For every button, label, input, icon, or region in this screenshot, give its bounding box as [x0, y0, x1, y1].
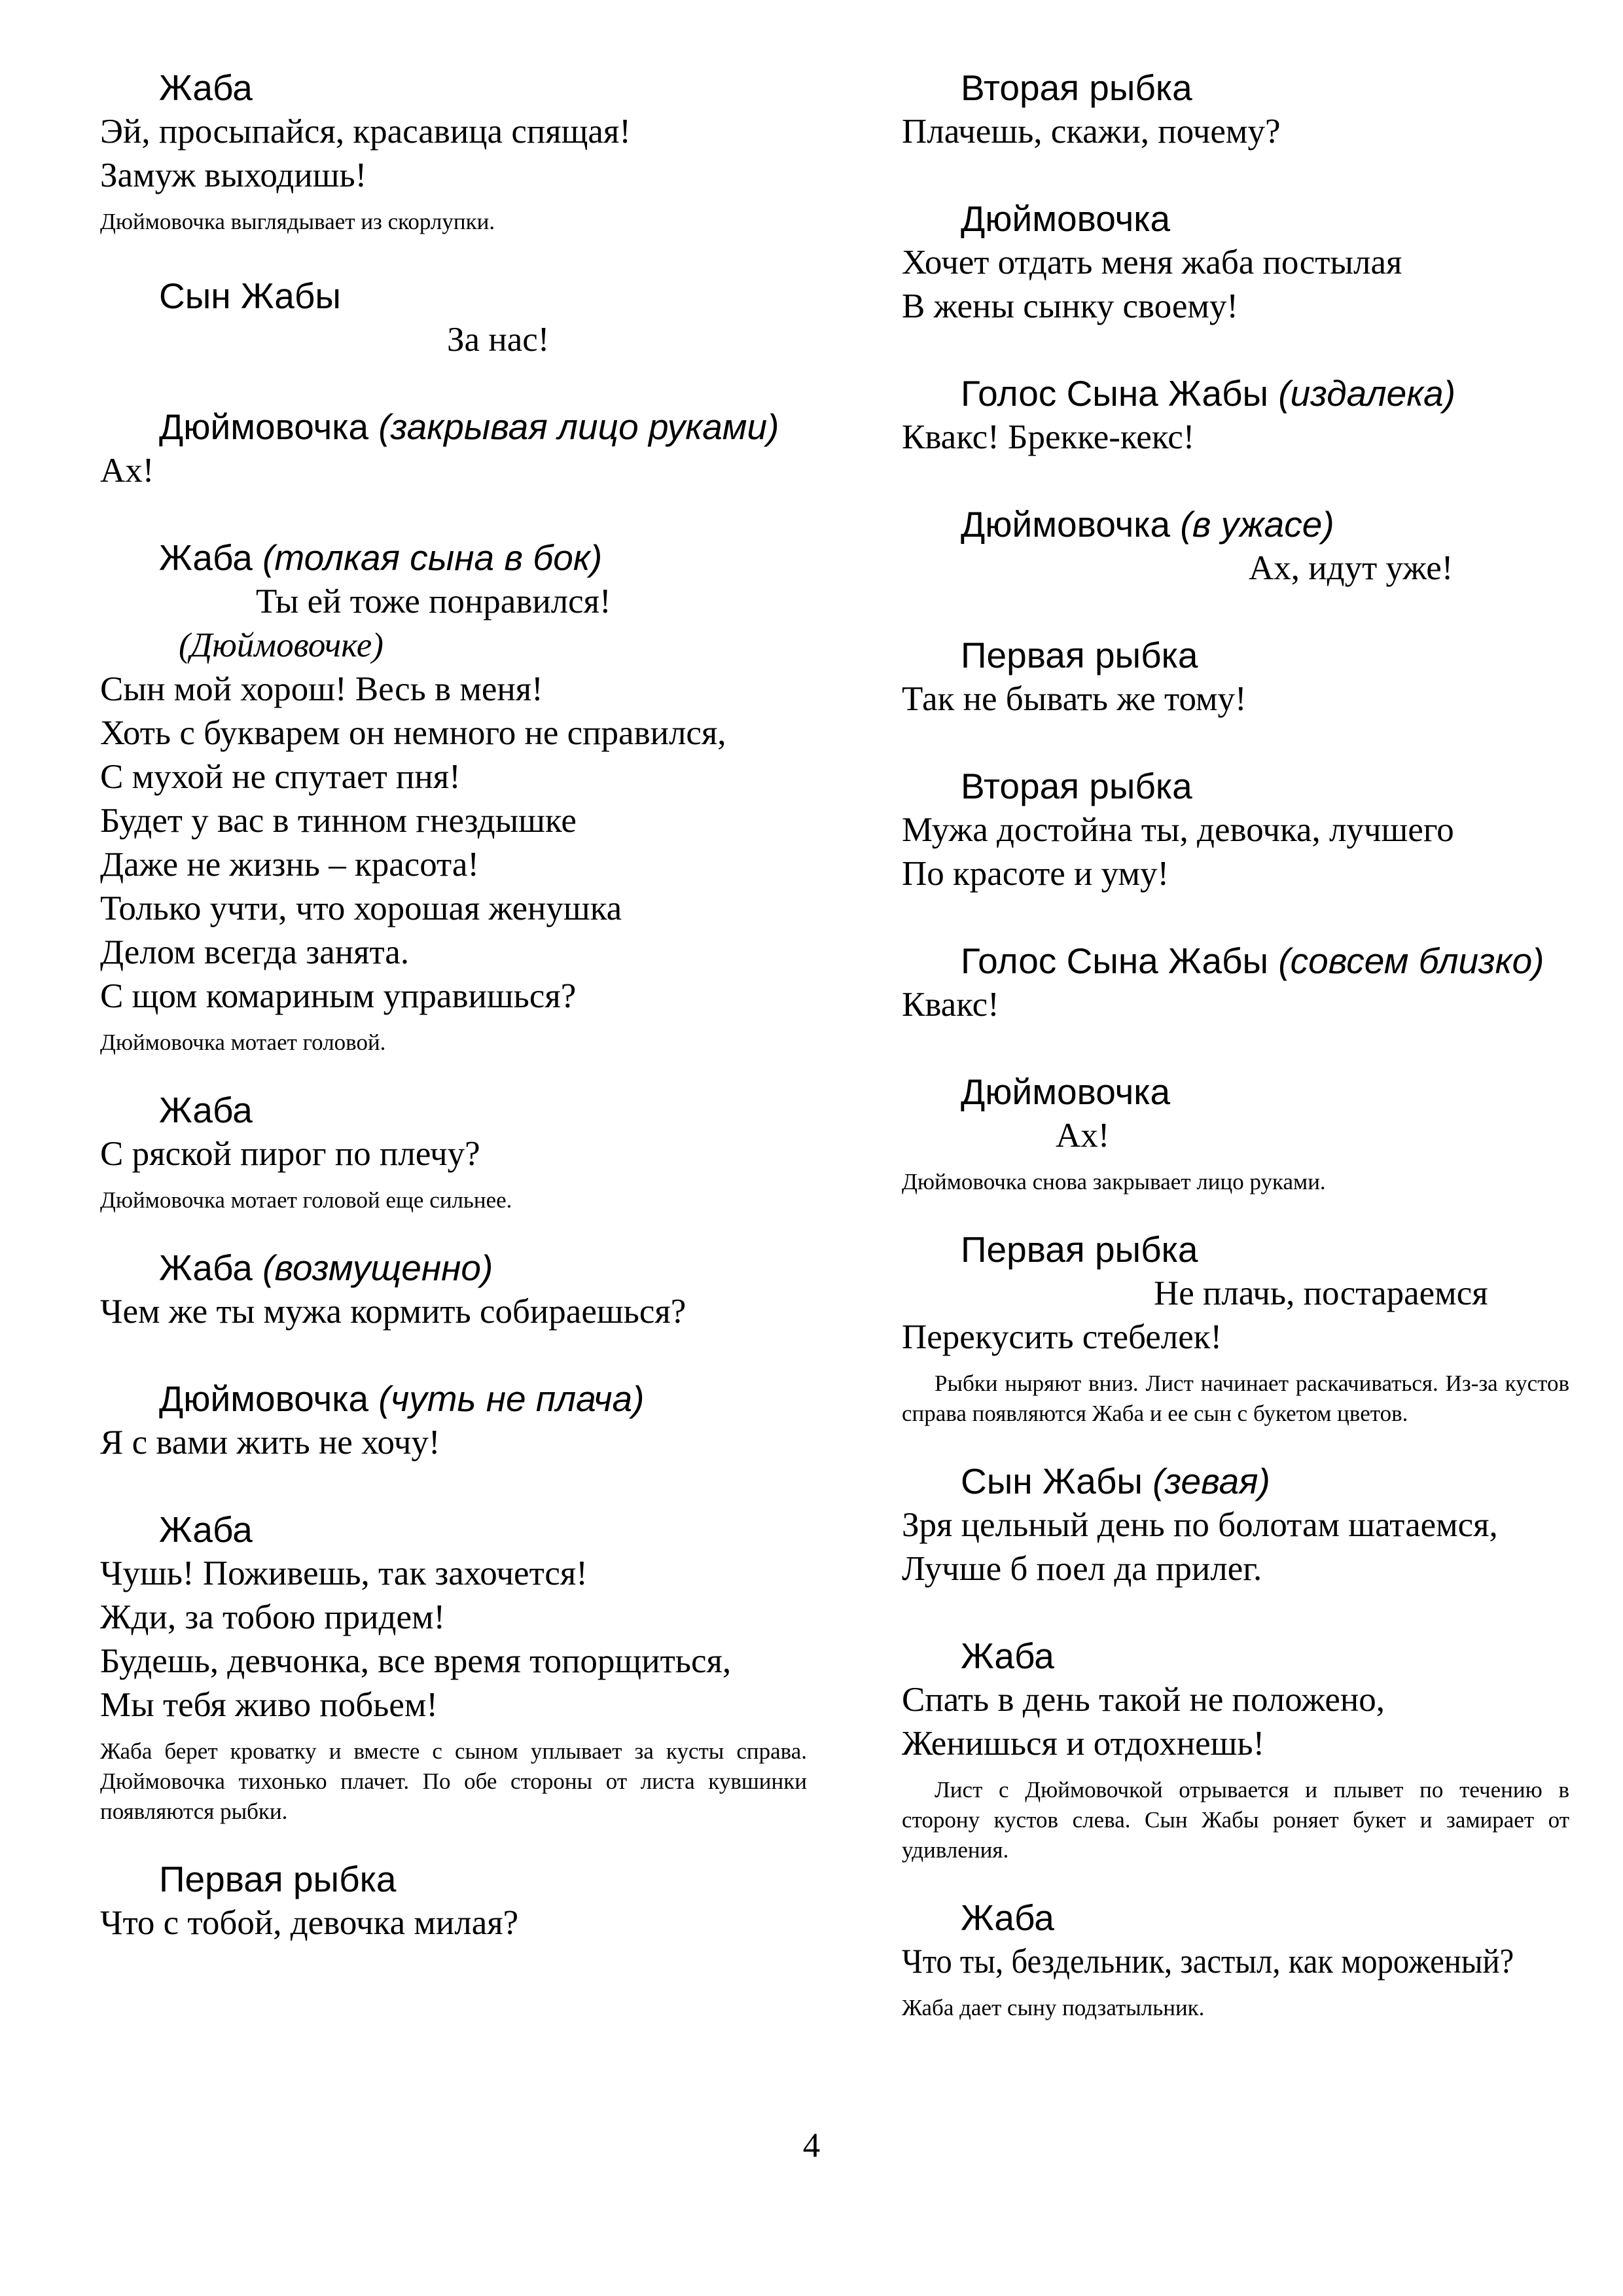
verse-line: По красоте и уму! — [902, 855, 1169, 893]
verse-line: Мужа достойна ты, девочка, лучшего — [902, 811, 1454, 849]
replica-block — [902, 196, 1569, 329]
replica-block — [100, 1376, 807, 1465]
speaker-name: Дюймовочка — [159, 406, 369, 447]
replica-block — [902, 1227, 1569, 1429]
verse-line: Даже не жизнь – красота! — [100, 846, 480, 884]
verse-line: Перекусить стебелек! — [902, 1318, 1222, 1356]
speaker-name: Сын Жабы — [159, 276, 341, 316]
replica-block — [100, 274, 807, 362]
verse-line: Хочет отдать меня жаба постылая — [902, 243, 1402, 281]
verse-line: Зря цельный день по болотам шатаемся, — [902, 1506, 1498, 1544]
replica-block — [100, 1246, 807, 1334]
verse-line: Плачешь, скажи, почему? — [902, 113, 1281, 151]
verse-line: Эй, просыпайся, красавица спящая! — [100, 113, 631, 151]
speaker-name: Дюймовочка — [961, 504, 1171, 545]
replica-block — [902, 633, 1569, 721]
verse-line-wrapper — [902, 1940, 1569, 1984]
speaker-name: Дюймовочка — [159, 1378, 369, 1419]
verse-line: С ряской пирог по плечу? — [100, 1135, 480, 1173]
speaker-name: Жаба — [159, 1090, 253, 1130]
speaker-direction: (издалека) — [1278, 373, 1456, 414]
speaker-direction: (возмущенно) — [262, 1247, 493, 1288]
verse-line: Я с вами жить не хочу! — [100, 1424, 440, 1462]
verse-line: За нас! — [447, 321, 550, 359]
verse-line: Что с тобой, девочка милая? — [100, 1904, 519, 1942]
speaker-line — [100, 1246, 807, 1290]
verse-line: Ах! — [1056, 1117, 1110, 1155]
stage-direction: Жаба берет кроватку и вместе с сыном уплывает за кусты справа. Дюймовочка тихонько плачет. По обе стороны от листа кувшинки появляются рыбки. — [100, 1738, 807, 1824]
verse-line: Делом всегда занята. — [100, 933, 410, 971]
speaker-name: Жаба — [159, 1247, 253, 1288]
replica-block — [100, 404, 807, 493]
replica-block — [902, 939, 1569, 1027]
speaker-line — [902, 371, 1569, 416]
speaker-direction: (толкая сына в бок) — [262, 537, 603, 578]
speaker-name: Первая рыбка — [159, 1859, 397, 1899]
speaker-name: Дюймовочка — [961, 1071, 1171, 1112]
replica-block — [902, 1895, 1569, 2023]
speaker-line — [100, 404, 807, 449]
verse-line: Чушь! Поживешь, так захочется! — [100, 1554, 588, 1592]
verse-line: Будешь, девчонка, все время топорщиться, — [100, 1642, 732, 1680]
speaker-direction: (зевая) — [1152, 1461, 1270, 1501]
verse-line: Не плачь, постараемся — [1154, 1274, 1488, 1312]
speaker-direction: (чуть не плача) — [378, 1378, 645, 1419]
stage-direction: Лист с Дюймовочкой отрывается и плывет по течению в сторону кустов слева. Сын Жабы роняет букет и замирает от удивления. — [902, 1777, 1569, 1863]
stage-direction: Дюймовочка мотает головой еще сильнее. — [100, 1187, 512, 1213]
replica-block — [100, 1507, 807, 1827]
speaker-direction: (совсем близко) — [1278, 941, 1544, 981]
verse-line: В жены сынку своему! — [902, 287, 1239, 325]
aside-direction: (Дюймовочке) — [179, 626, 383, 664]
replica-block — [902, 65, 1569, 154]
stage-direction: Дюймовочка мотает головой. — [100, 1030, 386, 1055]
verse-line: Квакс! — [902, 986, 999, 1024]
speaker-line — [902, 939, 1569, 983]
verse-line: Сын мой хорош! Весь в меня! — [100, 670, 543, 708]
speaker-name: Вторая рыбка — [961, 766, 1192, 806]
replica-block — [902, 371, 1569, 459]
speaker-direction: (в ужасе) — [1180, 504, 1334, 545]
verse-line: Что ты, бездельник, застыл, как мороженый? — [902, 1943, 1514, 1981]
speaker-name: Жаба — [961, 1636, 1054, 1676]
stage-direction: Дюймовочка снова закрывает лицо руками. — [902, 1169, 1326, 1194]
speaker-line — [902, 502, 1569, 547]
replica-block — [100, 535, 807, 1058]
replica-block — [100, 1088, 807, 1215]
speaker-name: Голос Сына Жабы — [961, 941, 1269, 981]
verse-line: Хоть с букварем он немного не справился, — [100, 714, 726, 752]
speaker-name: Жаба — [159, 67, 253, 108]
speaker-line — [902, 1459, 1569, 1503]
stage-direction: Жаба дает сыну подзатыльник. — [902, 1995, 1205, 2020]
replica-block — [902, 1634, 1569, 1865]
speaker-name: Первая рыбка — [961, 635, 1198, 675]
replica-block — [100, 1857, 807, 1945]
verse-line: Жди, за тобою придем! — [100, 1598, 446, 1636]
speaker-name: Жаба — [159, 537, 253, 578]
verse-line: Ах! — [100, 452, 154, 490]
right-column — [902, 65, 1569, 2023]
speaker-name: Дюймовочка — [961, 198, 1171, 239]
left-column — [100, 65, 807, 1945]
page-number: 4 — [802, 2126, 821, 2164]
speaker-direction: (закрывая лицо руками) — [378, 406, 779, 447]
stage-direction: Дюймовочка выглядывает из скорлупки. — [100, 209, 495, 234]
speaker-name: Вторая рыбка — [961, 67, 1192, 108]
replica-block — [902, 764, 1569, 896]
verse-line: Женишься и отдохнешь! — [902, 1725, 1265, 1763]
speaker-name: Голос Сына Жабы — [961, 373, 1269, 414]
replica-block — [902, 1069, 1569, 1197]
verse-line: Лучше б поел да прилег. — [902, 1550, 1262, 1588]
verse-line: Так не бывать же тому! — [902, 680, 1247, 718]
verse-line: Ах, идут уже! — [1249, 549, 1454, 587]
stage-direction: Рыбки ныряют вниз. Лист начинает раскачиваться. Из-за кустов справа появляются Жаба и ее сын с букетом цветов. — [902, 1371, 1569, 1426]
verse-line: Только учти, что хорошая женушка — [100, 889, 622, 927]
speaker-name: Первая рыбка — [961, 1229, 1198, 1270]
verse-line: Спать в день такой не положено, — [902, 1681, 1385, 1719]
speaker-name: Жаба — [961, 1897, 1054, 1938]
replica-block — [902, 502, 1569, 590]
speaker-line — [100, 1376, 807, 1421]
replica-block — [100, 65, 807, 237]
speaker-line — [100, 535, 807, 580]
verse-line: Замуж выходишь! — [100, 156, 367, 194]
verse-line: Мы тебя живо побьем! — [100, 1686, 438, 1724]
speaker-name: Сын Жабы — [961, 1461, 1143, 1501]
speaker-name: Жаба — [159, 1509, 253, 1550]
verse-line: Будет у вас в тинном гнездышке — [100, 802, 577, 840]
verse-line: Ты ей тоже понравился! — [256, 583, 611, 620]
verse-line: С щом комариным управишься? — [100, 977, 577, 1015]
verse-line: Квакс! Брекке-кекс! — [902, 418, 1195, 456]
verse-line: Чем же ты мужа кормить собираешься? — [100, 1293, 687, 1331]
verse-line: С мухой не спутает пня! — [100, 758, 461, 796]
replica-block — [902, 1459, 1569, 1591]
